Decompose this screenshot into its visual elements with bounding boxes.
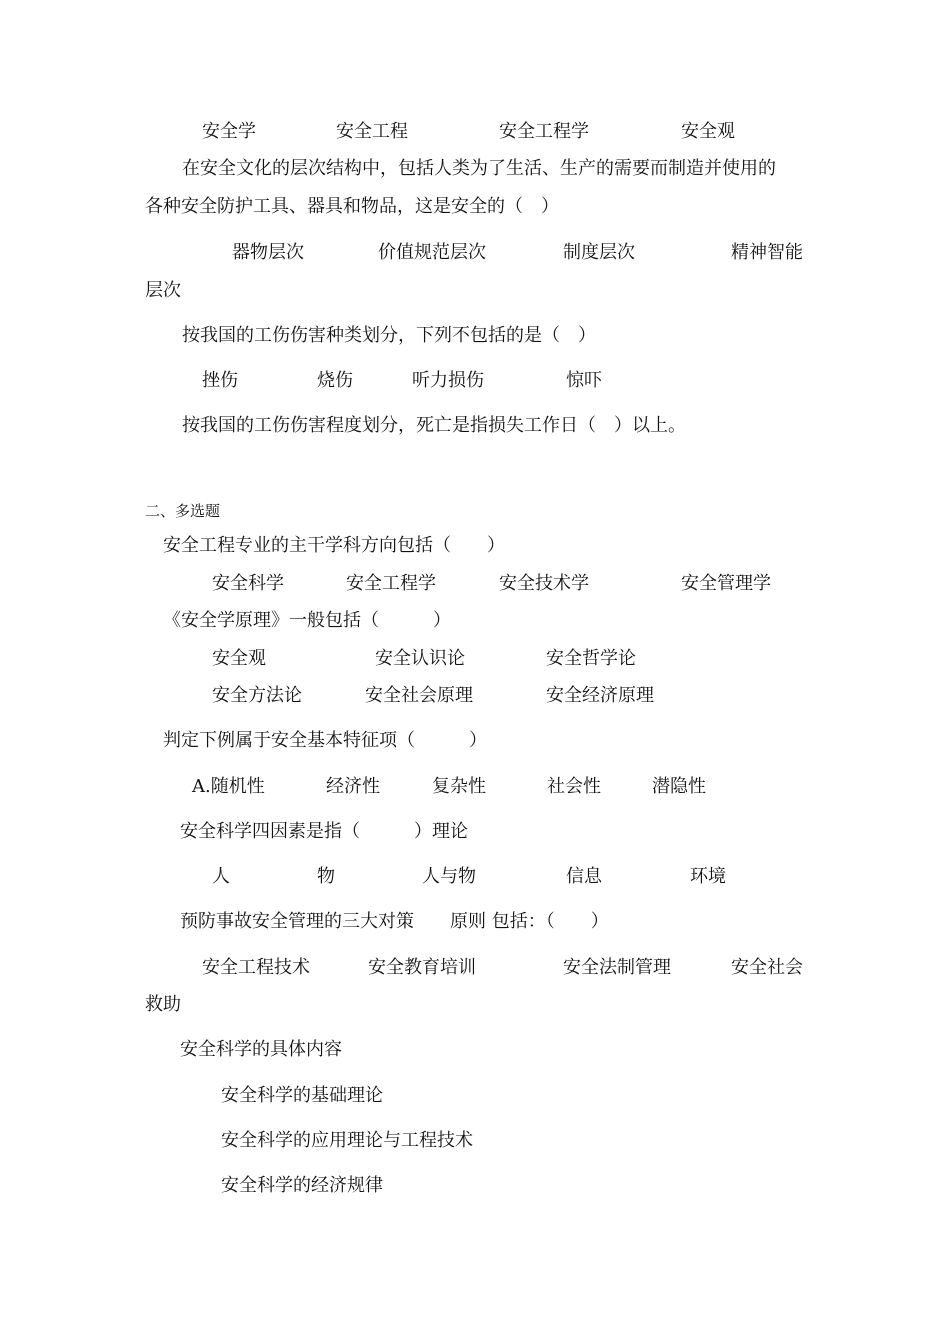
q3-option-d: 惊吓 (566, 370, 602, 391)
q1-option-d: 安全观 (681, 121, 735, 142)
m5-option-d: 安全社会 (731, 957, 803, 978)
q3-text: 按我国的工伤伤害种类划分，下列不包括的是（ ） (182, 325, 596, 346)
m4-option-b: 物 (317, 866, 335, 887)
q1-option-b: 安全工程 (336, 121, 408, 142)
m1-option-c: 安全技术学 (499, 573, 589, 594)
m1-option-a: 安全科学 (212, 573, 284, 594)
m6-item-1: 安全科学的基础理论 (221, 1085, 383, 1106)
section-heading-multiple-choice: 二、多选题 (145, 502, 221, 520)
q2-option-c: 制度层次 (563, 242, 635, 263)
m3-option-b: 经济性 (326, 776, 380, 797)
m3-option-a: A.随机性 (192, 776, 265, 797)
q2-text-line2: 各种安全防护工具、器具和物品，这是安全的（ ） (145, 196, 559, 217)
m1-option-b: 安全工程学 (346, 573, 436, 594)
q3-option-b: 烧伤 (317, 370, 353, 391)
q1-option-a: 安全学 (202, 121, 256, 142)
m2-option-f: 安全经济原理 (546, 685, 654, 706)
m5-option-a: 安全工程技术 (202, 957, 310, 978)
m5-option-b: 安全教育培训 (368, 957, 476, 978)
m3-text: 判定下例属于安全基本特征项（ ） (163, 730, 487, 751)
m4-option-c: 人与物 (422, 866, 476, 887)
q3-option-c: 听力损伤 (412, 370, 484, 391)
m4-option-e: 环境 (690, 866, 726, 887)
m5-option-d-wrap: 救助 (145, 994, 181, 1015)
m5-option-c: 安全法制管理 (563, 957, 671, 978)
m2-option-c: 安全哲学论 (546, 648, 636, 669)
m4-option-d: 信息 (566, 866, 602, 887)
q3-option-a: 挫伤 (202, 370, 238, 391)
m3-option-e: 潜隐性 (652, 776, 706, 797)
m4-text: 安全科学四因素是指（ ）理论 (180, 821, 468, 842)
q2-option-b: 价值规范层次 (378, 242, 486, 263)
m1-option-d: 安全管理学 (681, 573, 771, 594)
m1-text: 安全工程专业的主干学科方向包括（ ） (163, 535, 505, 556)
m2-option-e: 安全社会原理 (365, 685, 473, 706)
m2-text: 《安全学原理》一般包括（ ） (163, 610, 451, 631)
q2-option-d: 精神智能 (731, 242, 803, 263)
m5-text: 预防事故安全管理的三大对策 原则 包括：（ ） (180, 911, 609, 932)
q4-text: 按我国的工伤伤害程度划分，死亡是指损失工作日（ ）以上。 (182, 415, 686, 436)
m6-item-3: 安全科学的经济规律 (221, 1175, 383, 1196)
m4-option-a: 人 (212, 866, 230, 887)
q2-option-d-wrap: 层次 (145, 280, 181, 301)
m2-option-a: 安全观 (212, 648, 266, 669)
m6-item-2: 安全科学的应用理论与工程技术 (221, 1130, 473, 1151)
m2-option-d: 安全方法论 (212, 685, 302, 706)
m2-option-b: 安全认识论 (375, 648, 465, 669)
q2-option-a: 器物层次 (232, 242, 304, 263)
q1-option-c: 安全工程学 (499, 121, 589, 142)
m6-text: 安全科学的具体内容 (180, 1039, 342, 1060)
m3-option-c: 复杂性 (432, 776, 486, 797)
q2-text-line1: 在安全文化的层次结构中，包括人类为了生活、生产的需要而制造并使用的 (182, 158, 776, 179)
m3-option-d: 社会性 (547, 776, 601, 797)
